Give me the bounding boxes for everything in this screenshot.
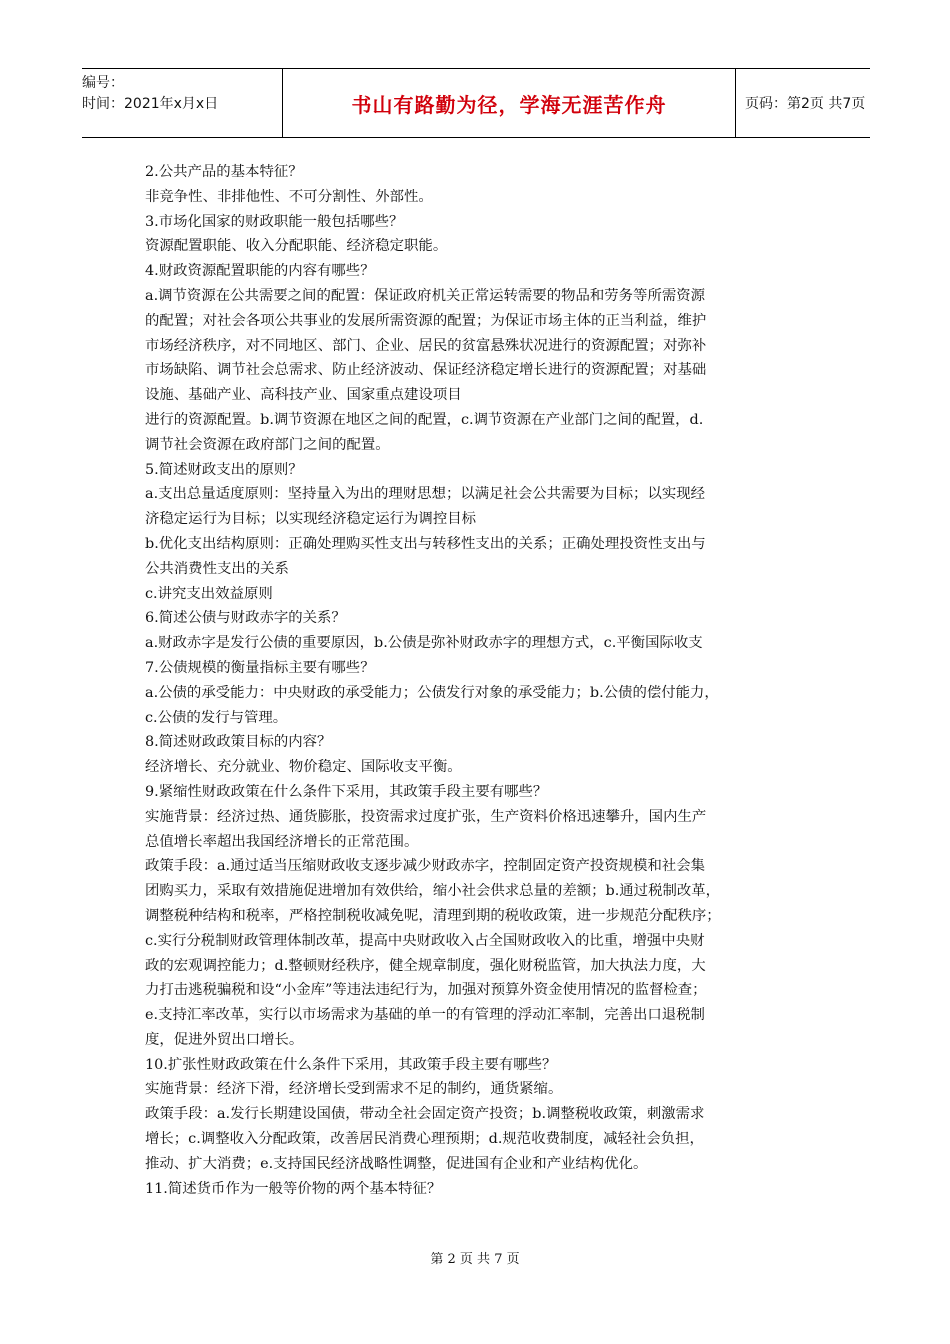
text-line: 11.简述货币作为一般等价物的两个基本特征？ [145,1180,442,1197]
text-line: 进行的资源配置。b.调节资源在地区之间的配置，c.调节资源在产业部门之间的配置，d. [145,411,704,428]
text-line: 力打击逃税骗税和设“小金库”等违法违纪行为，加强对预算外资金使用情况的监督检查； [145,982,707,999]
text-line: 7.公债规模的衡量指标主要有哪些？ [145,659,375,676]
text-line: 3.市场化国家的财政职能一般包括哪些？ [145,213,404,230]
text-line: 10.扩张性财政政策在什么条件下采用，其政策手段主要有哪些？ [145,1056,557,1073]
text-line: e.支持汇率改革，实行以市场需求为基础的单一的有管理的浮动汇率制，完善出口退税制 [145,1007,705,1024]
text-line: 8.简述财政政策目标的内容？ [145,734,332,751]
text-line: 增长；c.调整收入分配政策，改善居民消费心理预期；d.规范收费制度，减轻社会负担， [145,1131,704,1148]
page-footer: 第 2 页 共 7 页 [430,1252,520,1267]
text-line: 设施、基础产业、高科技产业、国家重点建设项目 [145,387,462,404]
text-line: 9.紧缩性财政政策在什么条件下采用，其政策手段主要有哪些？ [145,783,548,800]
header-page-cell [735,69,870,137]
text-line: 公共消费性支出的关系 [145,560,289,577]
text-line: 政策手段：a.通过适当压缩财政收支逐步减少财政赤字，控制固定资产投资规模和社会集 [145,858,706,875]
document-body [145,160,810,1201]
text-line: c.公债的发行与管理。 [145,709,288,726]
text-line: 政的宏观调控能力；d.整顿财经秩序，健全规章制度，强化财税监管，加大执法力度，大 [145,957,706,974]
time-label: 时间：2021年x月x日 [82,96,219,112]
text-line: 调整税种结构和税率，严格控制税收减免呢，清理到期的税收政策，进一步规范分配秩序； [145,907,721,924]
text-line: 济稳定运行为目标；以实现经济稳定运行为调控目标 [145,511,476,528]
text-line: 政策手段：a.发行长期建设国债，带动全社会固定资产投资；b.调整税收政策，刺激需求 [145,1106,705,1123]
text-line: c.实行分税制财政管理体制改革，提高中央财政收入占全国财政收入的比重，增强中央财 [145,932,705,949]
page-header [82,68,870,138]
text-line: 实施背景：经济过热、通货膨胀，投资需求过度扩张，生产资料价格迅速攀升，国内生产 [145,808,707,825]
text-line: 实施背景：经济下滑，经济增长受到需求不足的制约，通货紧缩。 [145,1081,563,1098]
text-line: 6.简述公债与财政赤字的关系？ [145,610,346,627]
text-line: 总值增长率超出我国经济增长的正常范围。 [145,833,419,850]
text-line: 非竞争性、非排他性、不可分割性、外部性。 [145,188,433,205]
text-line: 推动、扩大消费；e.支持国民经济战略性调整，促进国有企业和产业结构优化。 [145,1155,648,1172]
page-info: 页码：第2页 共7页 [745,96,866,112]
text-line: 的配置；对社会各项公共事业的发展所需资源的配置；为保证市场主体的正当利益，维护 [145,312,707,329]
text-line: 市场经济秩序，对不同地区、部门、企业、居民的贫富悬殊状况进行的资源配置；对弥补 [145,337,707,354]
text-line: a.公债的承受能力：中央财政的承受能力；公债发行对象的承受能力；b.公债的偿付能力， [145,684,719,701]
text-line: 经济增长、充分就业、物价稳定、国际收支平衡。 [145,759,462,776]
text-line: 5.简述财政支出的原则？ [145,461,303,478]
text-line: 4.财政资源配置职能的内容有哪些？ [145,263,375,280]
text-line: 度，促进外贸出口增长。 [145,1031,304,1048]
text-line: a.调节资源在公共需要之间的配置：保证政府机关正常运转需要的物品和劳务等所需资源 [145,287,706,304]
text-line: 资源配置职能、收入分配职能、经济稳定职能。 [145,238,448,255]
text-line: c.讲究支出效益原则 [145,585,273,602]
text-line: 调节社会资源在政府部门之间的配置。 [145,436,390,453]
number-label: 编号： [82,75,124,91]
motto: 书山有路勤为径，学海无涯苦作舟 [351,92,667,117]
text-line: 2.公共产品的基本特征？ [145,164,303,180]
text-line: b.优化支出结构原则：正确处理购买性支出与转移性支出的关系；正确处理投资性支出与 [145,535,706,552]
text-line: 团购买力，采取有效措施促进增加有效供给，缩小社会供求总量的差额；b.通过税制改革， [145,883,721,900]
text-line: a.财政赤字是发行公债的重要原因，b.公债是弥补财政赤字的理想方式，c.平衡国际收支 [145,635,703,652]
text-line: 市场缺陷、调节社会总需求、防止经济波动、保证经济稳定增长进行的资源配置；对基础 [145,362,707,379]
text-line: a.支出总量适度原则：坚持量入为出的理财思想；以满足社会公共需要为目标；以实现经 [145,486,706,503]
header-motto-cell [282,69,736,137]
header-meta [82,69,282,137]
